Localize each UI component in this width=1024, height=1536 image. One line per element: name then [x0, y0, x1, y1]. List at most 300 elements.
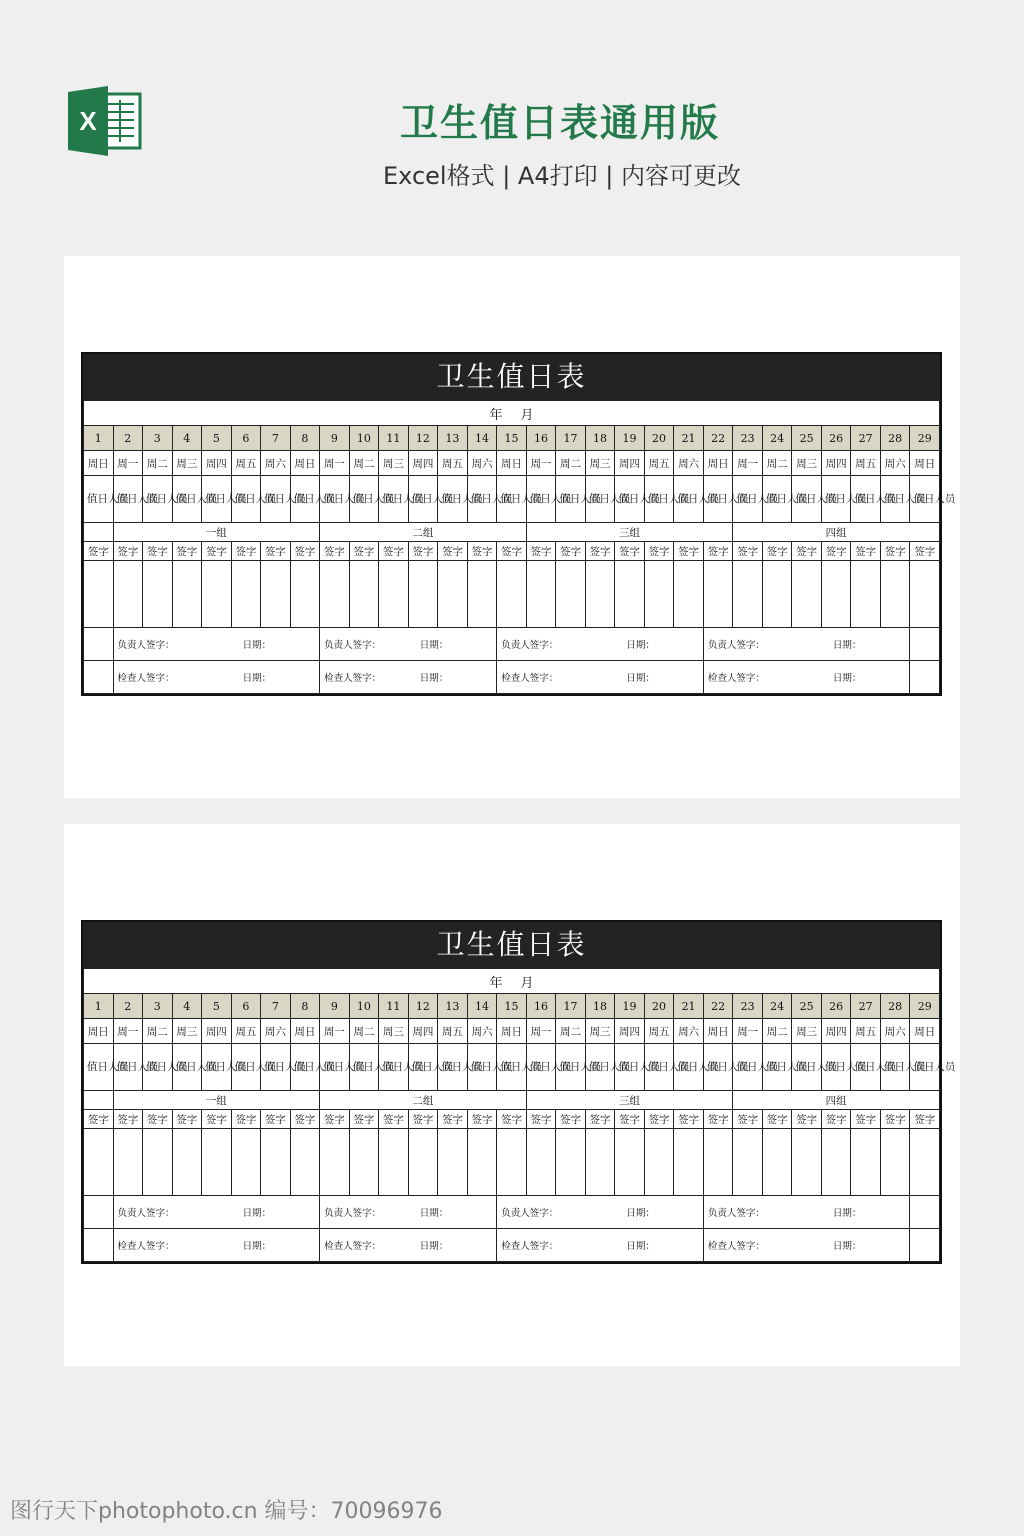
duty-staff-cell[interactable]: 值日人员 [851, 1044, 881, 1091]
duty-staff-cell[interactable]: 值日人员 [615, 476, 645, 523]
signature-cell[interactable] [84, 1129, 114, 1196]
day-number-cell: 15 [497, 994, 527, 1019]
duty-staff-cell[interactable]: 值日人员 [733, 476, 763, 523]
day-number-cell: 2 [113, 994, 143, 1019]
day-number-cell: 11 [379, 426, 409, 451]
footer-cell-content [114, 1238, 320, 1252]
footer-cell-content [704, 1205, 910, 1219]
sign-label-cell: 签字 [438, 542, 468, 561]
duty-staff-cell[interactable]: 值日人员 [349, 1044, 379, 1091]
duty-staff-cell[interactable]: 值日人员 [84, 1044, 114, 1091]
footer-spacer-cell [84, 661, 114, 694]
signature-cell[interactable] [556, 1129, 586, 1196]
weekday-cell: 周日 [497, 451, 527, 476]
day-number-cell: 24 [762, 994, 792, 1019]
day-number-cell: 24 [762, 426, 792, 451]
day-number-cell: 19 [615, 994, 645, 1019]
signature-cell[interactable] [290, 1129, 320, 1196]
duty-staff-cell[interactable]: 值日人员 [733, 1044, 763, 1091]
year-label: 年 [489, 975, 503, 991]
sign-label-cell: 签字 [320, 1110, 350, 1129]
weekday-cell: 周二 [349, 451, 379, 476]
responsible-sign-cell[interactable] [497, 628, 704, 661]
duty-staff-cell[interactable]: 值日人员 [467, 1044, 497, 1091]
signature-cell[interactable] [320, 561, 350, 628]
signature-cell[interactable] [733, 561, 763, 628]
duty-staff-cell[interactable]: 值日人员 [379, 1044, 409, 1091]
group-label-cell: 三组 [526, 1091, 733, 1110]
sign-label-cell: 签字 [202, 542, 232, 561]
sign-label-cell: 签字 [202, 1110, 232, 1129]
weekday-cell: 周日 [84, 451, 114, 476]
signature-cell[interactable] [113, 1129, 143, 1196]
day-number-cell: 21 [674, 994, 704, 1019]
signature-cell[interactable] [438, 561, 468, 628]
signature-cell[interactable] [438, 1129, 468, 1196]
signature-cell[interactable] [880, 1129, 910, 1196]
inspector-sign-cell[interactable] [497, 661, 704, 694]
day-number-cell: 5 [202, 994, 232, 1019]
sign-label-cell: 签字 [703, 1110, 733, 1129]
day-number-cell: 6 [231, 994, 261, 1019]
signature-cell[interactable] [231, 1129, 261, 1196]
sign-label-cell: 签字 [379, 1110, 409, 1129]
month-label: 月 [520, 975, 534, 991]
day-number-cell: 15 [497, 426, 527, 451]
duty-staff-cell[interactable]: 值日人员 [497, 1044, 527, 1091]
sign-label-cell: 签字 [615, 542, 645, 561]
inspector-label: 检查人签字： [117, 673, 175, 684]
footer-spacer-cell [84, 1196, 114, 1229]
weekday-cell: 周二 [762, 451, 792, 476]
signature-cell[interactable] [497, 561, 527, 628]
date-label: 日期： [832, 1241, 862, 1252]
day-number-cell: 2 [113, 426, 143, 451]
day-number-cell: 27 [851, 994, 881, 1019]
signature-cell[interactable] [349, 1129, 379, 1196]
signature-cell[interactable] [910, 561, 940, 628]
duty-staff-cell[interactable]: 值日人员 [556, 1044, 586, 1091]
duty-staff-cell[interactable]: 值日人员 [526, 476, 556, 523]
duty-staff-cell[interactable]: 值日人员 [143, 476, 173, 523]
date-label: 日期： [242, 1241, 272, 1252]
weekday-cell: 周三 [379, 1019, 409, 1044]
signature-cell[interactable] [703, 1129, 733, 1196]
duty-sheet [81, 920, 956, 1264]
weekday-cell: 周五 [438, 1019, 468, 1044]
date-label: 日期： [419, 640, 449, 651]
footer-cell-content [497, 670, 703, 684]
sign-label-cell: 签字 [113, 1110, 143, 1129]
weekday-cell: 周三 [172, 1019, 202, 1044]
sign-label-cell: 签字 [497, 542, 527, 561]
day-number-cell: 27 [851, 426, 881, 451]
duty-staff-cell[interactable]: 值日人员 [585, 1044, 615, 1091]
weekday-cell: 周二 [143, 451, 173, 476]
inspector-sign-cell[interactable] [703, 1229, 910, 1262]
date-label: 日期： [626, 1208, 655, 1219]
footer-cell-content [114, 637, 320, 651]
month-label: 月 [520, 407, 534, 423]
date-label: 日期： [626, 673, 655, 684]
signature-cell[interactable] [202, 1129, 232, 1196]
sign-label-cell: 签字 [910, 1110, 940, 1129]
duty-staff-cell[interactable]: 值日人员 [880, 476, 910, 523]
year-month-cell[interactable] [84, 401, 940, 426]
duty-staff-cell[interactable]: 值日人员 [526, 1044, 556, 1091]
duty-staff-cell[interactable]: 值日人员 [84, 476, 114, 523]
duty-staff-cell[interactable]: 值日人员 [821, 476, 851, 523]
signature-cell[interactable] [615, 1129, 645, 1196]
duty-staff-cell[interactable]: 值日人员 [261, 1044, 291, 1091]
day-number-cell: 4 [172, 994, 202, 1019]
sign-label-cell: 签字 [84, 542, 114, 561]
duty-staff-cell[interactable]: 值日人员 [910, 476, 940, 523]
weekday-cell: 周日 [497, 1019, 527, 1044]
duty-staff-cell[interactable]: 值日人员 [851, 476, 881, 523]
day-number-cell: 14 [467, 994, 497, 1019]
signature-cell[interactable] [762, 1129, 792, 1196]
duty-staff-cell[interactable]: 值日人员 [408, 1044, 438, 1091]
duty-staff-cell[interactable]: 值日人员 [644, 476, 674, 523]
day-number-cell: 9 [320, 426, 350, 451]
group-label-cell: 四组 [733, 523, 940, 542]
signature-cell[interactable] [851, 561, 881, 628]
date-label: 日期： [242, 640, 272, 651]
sign-label-cell: 签字 [703, 542, 733, 561]
day-number-cell: 22 [703, 426, 733, 451]
signature-cell[interactable] [585, 1129, 615, 1196]
duty-staff-cell[interactable]: 值日人员 [379, 476, 409, 523]
responsible-label: 负责人签字： [324, 1208, 382, 1219]
duty-staff-cell[interactable]: 值日人员 [231, 1044, 261, 1091]
day-number-cell: 14 [467, 426, 497, 451]
signature-cell[interactable] [762, 561, 792, 628]
signature-cell[interactable] [113, 561, 143, 628]
weekday-cell: 周三 [585, 1019, 615, 1044]
signature-cell[interactable] [408, 561, 438, 628]
sign-label-cell: 签字 [143, 1110, 173, 1129]
duty-table [83, 968, 956, 1262]
sign-label-cell: 签字 [674, 542, 704, 561]
duty-staff-cell[interactable]: 值日人员 [438, 476, 468, 523]
signature-cell[interactable] [497, 1129, 527, 1196]
signature-cell[interactable] [172, 1129, 202, 1196]
signature-cell[interactable] [526, 561, 556, 628]
weekday-cell: 周六 [880, 1019, 910, 1044]
duty-staff-cell[interactable]: 值日人员 [172, 476, 202, 523]
sign-label-cell: 签字 [349, 1110, 379, 1129]
weekday-cell: 周一 [320, 451, 350, 476]
footer-cell-content [704, 1238, 910, 1252]
page-title: 卫生值日表通用版 [399, 101, 720, 145]
duty-staff-cell[interactable]: 值日人员 [231, 476, 261, 523]
weekday-cell: 周六 [674, 1019, 704, 1044]
signature-cell[interactable] [910, 1129, 940, 1196]
day-number-cell: 12 [408, 426, 438, 451]
responsible-label: 负责人签字： [707, 1208, 765, 1219]
sign-label-cell: 签字 [851, 1110, 881, 1129]
duty-staff-cell[interactable]: 值日人员 [792, 476, 822, 523]
sign-label-cell: 签字 [172, 542, 202, 561]
sign-label-cell: 签字 [231, 542, 261, 561]
signature-cell[interactable] [526, 1129, 556, 1196]
excel-icon [68, 86, 142, 156]
duty-sheet [81, 352, 956, 696]
day-number-cell: 20 [644, 994, 674, 1019]
weekday-cell: 周三 [172, 451, 202, 476]
duty-staff-cell[interactable]: 值日人员 [349, 476, 379, 523]
signature-cell[interactable] [261, 1129, 291, 1196]
signature-cell[interactable] [733, 1129, 763, 1196]
signature-cell[interactable] [792, 1129, 822, 1196]
inspector-sign-cell[interactable] [113, 1229, 320, 1262]
inspector-sign-cell[interactable] [703, 661, 910, 694]
day-number-cell: 26 [821, 994, 851, 1019]
inspector-label: 检查人签字： [501, 673, 559, 684]
group-label-cell: 二组 [320, 1091, 527, 1110]
responsible-sign-cell[interactable] [320, 1196, 497, 1229]
day-number-cell: 23 [733, 994, 763, 1019]
weekday-cell: 周五 [231, 451, 261, 476]
weekday-cell: 周一 [733, 1019, 763, 1044]
weekday-cell: 周日 [910, 451, 940, 476]
duty-staff-cell[interactable]: 值日人员 [113, 476, 143, 523]
sign-label-cell: 签字 [585, 542, 615, 561]
sign-label-cell: 签字 [143, 542, 173, 561]
sign-label-cell: 签字 [497, 1110, 527, 1129]
responsible-label: 负责人签字： [117, 640, 175, 651]
sign-label-cell: 签字 [290, 542, 320, 561]
day-number-cell: 26 [821, 426, 851, 451]
sign-label-cell: 签字 [880, 542, 910, 561]
signature-cell[interactable] [792, 561, 822, 628]
group-spacer-cell [84, 523, 114, 542]
duty-staff-cell[interactable]: 值日人员 [320, 1044, 350, 1091]
signature-cell[interactable] [821, 561, 851, 628]
signature-cell[interactable] [556, 561, 586, 628]
duty-table [83, 400, 956, 694]
signature-cell[interactable] [408, 1129, 438, 1196]
day-number-cell: 22 [703, 994, 733, 1019]
sign-label-cell: 签字 [438, 1110, 468, 1129]
responsible-sign-cell[interactable] [497, 1196, 704, 1229]
day-number-cell: 10 [349, 426, 379, 451]
year-month-cell[interactable] [84, 969, 940, 994]
duty-staff-cell[interactable]: 值日人员 [821, 1044, 851, 1091]
signature-cell[interactable] [851, 1129, 881, 1196]
duty-staff-cell[interactable]: 值日人员 [703, 476, 733, 523]
weekday-cell: 周五 [644, 451, 674, 476]
duty-staff-cell[interactable]: 值日人员 [703, 1044, 733, 1091]
day-number-cell: 13 [438, 426, 468, 451]
duty-staff-cell[interactable]: 值日人员 [762, 1044, 792, 1091]
day-number-cell: 16 [526, 994, 556, 1019]
signature-cell[interactable] [615, 561, 645, 628]
duty-staff-cell[interactable]: 值日人员 [585, 476, 615, 523]
sign-label-cell: 签字 [615, 1110, 645, 1129]
preview-card-2 [64, 824, 960, 1366]
footer-cell-content [497, 637, 703, 651]
signature-cell[interactable] [320, 1129, 350, 1196]
sign-label-cell: 签字 [585, 1110, 615, 1129]
duty-staff-cell[interactable]: 值日人员 [880, 1044, 910, 1091]
footer-cell-content [320, 670, 496, 684]
inspector-sign-cell[interactable] [320, 1229, 497, 1262]
duty-staff-cell[interactable]: 值日人员 [556, 476, 586, 523]
date-label: 日期： [832, 640, 862, 651]
duty-staff-cell[interactable]: 值日人员 [143, 1044, 173, 1091]
duty-staff-cell[interactable]: 值日人员 [172, 1044, 202, 1091]
responsible-label: 负责人签字： [117, 1208, 175, 1219]
signature-cell[interactable] [379, 1129, 409, 1196]
sign-label-cell: 签字 [792, 1110, 822, 1129]
sign-label-cell: 签字 [379, 542, 409, 561]
duty-staff-cell[interactable]: 值日人员 [290, 476, 320, 523]
weekday-cell: 周五 [851, 451, 881, 476]
day-number-cell: 11 [379, 994, 409, 1019]
signature-cell[interactable] [231, 561, 261, 628]
signature-cell[interactable] [202, 561, 232, 628]
signature-cell[interactable] [143, 1129, 173, 1196]
weekday-cell: 周三 [792, 1019, 822, 1044]
weekday-cell: 周一 [526, 1019, 556, 1044]
sign-label-cell: 签字 [556, 1110, 586, 1129]
footer-cell-content [114, 670, 320, 684]
signature-cell[interactable] [644, 561, 674, 628]
day-number-cell: 28 [880, 426, 910, 451]
signature-cell[interactable] [585, 561, 615, 628]
sign-label-cell: 签字 [231, 1110, 261, 1129]
duty-staff-cell[interactable]: 值日人员 [320, 476, 350, 523]
duty-staff-cell[interactable]: 值日人员 [792, 1044, 822, 1091]
duty-staff-cell[interactable]: 值日人员 [202, 1044, 232, 1091]
day-number-cell: 3 [143, 994, 173, 1019]
sign-label-cell: 签字 [821, 1110, 851, 1129]
signature-cell[interactable] [261, 561, 291, 628]
signature-cell[interactable] [379, 561, 409, 628]
weekday-cell: 周四 [821, 451, 851, 476]
weekday-cell: 周四 [408, 451, 438, 476]
signature-cell[interactable] [821, 1129, 851, 1196]
signature-cell[interactable] [467, 1129, 497, 1196]
signature-cell[interactable] [290, 561, 320, 628]
responsible-sign-cell[interactable] [320, 628, 497, 661]
duty-staff-cell[interactable]: 值日人员 [644, 1044, 674, 1091]
signature-cell[interactable] [349, 561, 379, 628]
signature-cell[interactable] [172, 561, 202, 628]
signature-cell[interactable] [143, 561, 173, 628]
weekday-cell: 周二 [143, 1019, 173, 1044]
signature-cell[interactable] [674, 561, 704, 628]
footer-cell-content [497, 1205, 703, 1219]
responsible-sign-cell[interactable] [703, 628, 910, 661]
signature-cell[interactable] [644, 1129, 674, 1196]
sign-label-cell: 签字 [880, 1110, 910, 1129]
excel-icon-letter: X [79, 106, 97, 136]
signature-cell[interactable] [84, 561, 114, 628]
responsible-sign-cell[interactable] [703, 1196, 910, 1229]
weekday-cell: 周一 [733, 451, 763, 476]
page-header [0, 0, 1024, 240]
date-label: 日期： [242, 673, 272, 684]
duty-staff-cell[interactable]: 值日人员 [113, 1044, 143, 1091]
weekday-cell: 周三 [585, 451, 615, 476]
watermark: 图行天下photophoto.cn 编号：70096976 [10, 1499, 443, 1524]
signature-cell[interactable] [467, 561, 497, 628]
inspector-sign-cell[interactable] [113, 661, 320, 694]
duty-staff-cell[interactable]: 值日人员 [497, 476, 527, 523]
preview-card-1 [64, 256, 960, 798]
sign-label-cell: 签字 [821, 542, 851, 561]
inspector-label: 检查人签字： [324, 673, 382, 684]
duty-staff-cell[interactable]: 值日人员 [202, 476, 232, 523]
sign-label-cell: 签字 [762, 1110, 792, 1129]
day-number-cell: 10 [349, 994, 379, 1019]
footer-tail-cell [910, 628, 940, 661]
day-number-cell: 17 [556, 426, 586, 451]
duty-staff-cell[interactable]: 值日人员 [438, 1044, 468, 1091]
duty-staff-cell[interactable]: 值日人员 [762, 476, 792, 523]
duty-staff-cell[interactable]: 值日人员 [467, 476, 497, 523]
responsible-sign-cell[interactable] [113, 1196, 320, 1229]
sheet-title: 卫生值日表 [83, 922, 940, 968]
signature-cell[interactable] [703, 561, 733, 628]
inspector-label: 检查人签字： [707, 1241, 765, 1252]
weekday-cell: 周日 [703, 1019, 733, 1044]
day-number-cell: 18 [585, 426, 615, 451]
day-number-cell: 20 [644, 426, 674, 451]
sign-label-cell: 签字 [674, 1110, 704, 1129]
inspector-sign-cell[interactable] [497, 1229, 704, 1262]
duty-staff-cell[interactable]: 值日人员 [674, 476, 704, 523]
sign-label-cell: 签字 [733, 542, 763, 561]
duty-staff-cell[interactable]: 值日人员 [615, 1044, 645, 1091]
weekday-cell: 周六 [261, 1019, 291, 1044]
day-number-cell: 29 [910, 426, 940, 451]
weekday-cell: 周一 [320, 1019, 350, 1044]
date-label: 日期： [832, 1208, 862, 1219]
weekday-cell: 周日 [84, 1019, 114, 1044]
weekday-cell: 周日 [703, 451, 733, 476]
responsible-sign-cell[interactable] [113, 628, 320, 661]
weekday-cell: 周六 [674, 451, 704, 476]
inspector-label: 检查人签字： [501, 1241, 559, 1252]
footer-cell-content [320, 637, 496, 651]
sign-label-cell: 签字 [792, 542, 822, 561]
footer-tail-cell [910, 1196, 940, 1229]
day-number-cell: 28 [880, 994, 910, 1019]
inspector-sign-cell[interactable] [320, 661, 497, 694]
responsible-label: 负责人签字： [501, 1208, 559, 1219]
duty-staff-cell[interactable]: 值日人员 [290, 1044, 320, 1091]
duty-staff-cell[interactable]: 值日人员 [408, 476, 438, 523]
weekday-cell: 周五 [644, 1019, 674, 1044]
footer-cell-content [320, 1238, 496, 1252]
weekday-cell: 周四 [202, 451, 232, 476]
weekday-cell: 周一 [113, 1019, 143, 1044]
sign-label-cell: 签字 [526, 542, 556, 561]
signature-cell[interactable] [880, 561, 910, 628]
signature-cell[interactable] [674, 1129, 704, 1196]
duty-staff-cell[interactable]: 值日人员 [261, 476, 291, 523]
weekday-cell: 周三 [792, 451, 822, 476]
day-number-cell: 8 [290, 426, 320, 451]
weekday-cell: 周五 [438, 451, 468, 476]
duty-staff-cell[interactable]: 值日人员 [674, 1044, 704, 1091]
page-subtitle: Excel格式 | A4打印 | 内容可更改 [383, 162, 741, 190]
duty-staff-cell[interactable]: 值日人员 [910, 1044, 940, 1091]
